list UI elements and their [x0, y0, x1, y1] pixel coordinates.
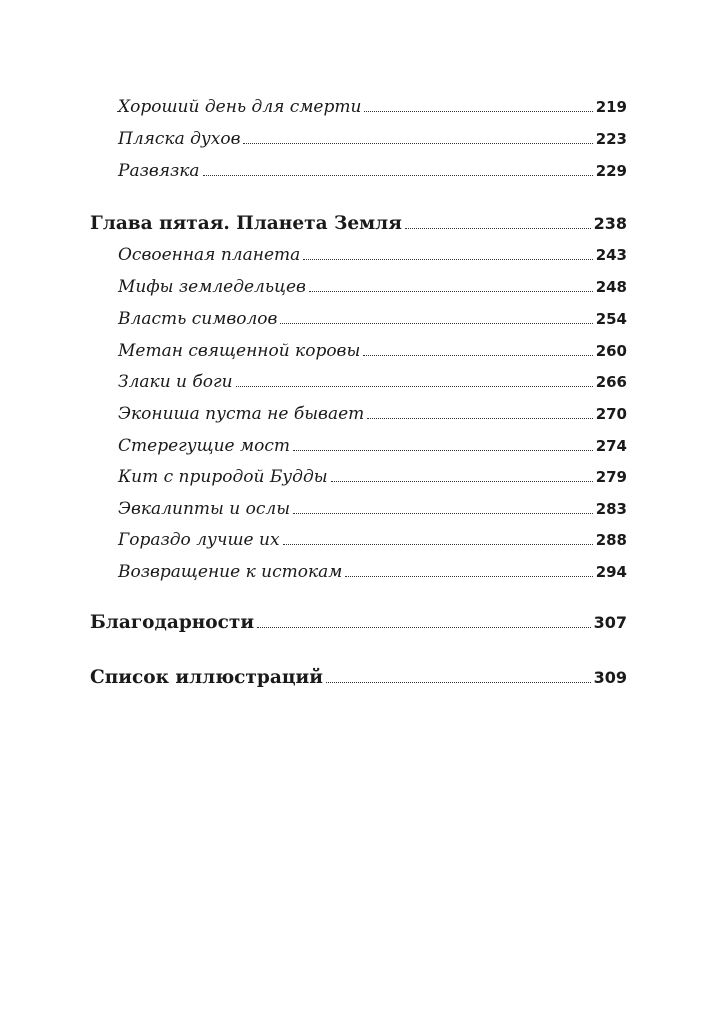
toc-chapter-title: Глава пятая. Планета Земля — [90, 213, 402, 234]
toc-entry-title: Злаки и боги — [118, 372, 233, 392]
toc-entry-page: 288 — [595, 531, 627, 549]
toc-entry[interactable] — [118, 129, 627, 149]
toc-entry-title: Мифы земледельцев — [118, 277, 306, 297]
toc-chapter-page: 309 — [593, 668, 627, 687]
toc-entry-title: Метан священной коровы — [118, 341, 361, 361]
toc-entry-page: 260 — [595, 342, 627, 360]
toc-entry-title: Возвращение к истокам — [118, 562, 343, 582]
toc-chapter-title: Список иллюстраций — [90, 667, 323, 688]
toc-entry-page: 248 — [595, 278, 627, 296]
dot-leader — [345, 575, 592, 577]
dot-leader — [283, 543, 593, 545]
toc-entry[interactable] — [118, 277, 627, 297]
toc-entry[interactable] — [118, 404, 627, 424]
dot-leader — [280, 322, 592, 324]
toc-entry-title: Пляска духов — [118, 129, 241, 149]
toc-entry-page: 274 — [595, 437, 627, 455]
dot-leader — [367, 417, 592, 419]
toc-entry-page: 219 — [595, 98, 627, 116]
dot-leader — [303, 258, 592, 260]
toc-entry[interactable] — [118, 97, 627, 117]
toc-chapter-page: 238 — [593, 214, 627, 233]
dot-leader — [236, 385, 593, 387]
toc-entry-title: Освоенная планета — [118, 245, 301, 265]
toc-entry[interactable] — [118, 161, 627, 181]
toc-entry-page: 270 — [595, 405, 627, 423]
toc-entry-page: 254 — [595, 310, 627, 328]
dot-leader — [326, 681, 591, 683]
toc-illustrations[interactable] — [90, 667, 627, 688]
toc-entry[interactable] — [118, 562, 627, 582]
toc-entry-page: 266 — [595, 373, 627, 391]
dot-leader — [293, 449, 593, 451]
toc-entry-page: 223 — [595, 130, 627, 148]
toc-entry[interactable] — [118, 341, 627, 361]
toc-entry-title: Экониша пуста не бывает — [118, 404, 365, 424]
toc-entry[interactable] — [118, 499, 627, 519]
toc-entry-title: Власть символов — [118, 309, 278, 329]
dot-leader — [243, 142, 592, 144]
toc-entry[interactable] — [118, 436, 627, 456]
toc-entry-title: Развязка — [118, 161, 200, 181]
dot-leader — [331, 480, 593, 482]
toc-entry-title: Кит с природой Будды — [118, 467, 328, 487]
dot-leader — [203, 174, 593, 176]
toc-entry-title: Гораздо лучше их — [118, 530, 280, 550]
toc-entry[interactable] — [118, 467, 627, 487]
toc-entry-page: 283 — [595, 500, 627, 518]
dot-leader — [364, 110, 592, 112]
toc-entry-page: 243 — [595, 246, 627, 264]
toc-entry[interactable] — [118, 245, 627, 265]
dot-leader — [293, 512, 593, 514]
toc-acknowledgements[interactable] — [90, 612, 627, 633]
dot-leader — [405, 227, 591, 229]
toc-entry-title: Хороший день для смерти — [118, 97, 362, 117]
dot-leader — [309, 290, 593, 292]
toc-entry-page: 294 — [595, 563, 627, 581]
toc-entry-title: Стерегущие мост — [118, 436, 290, 456]
toc-chapter-5[interactable] — [90, 213, 627, 234]
dot-leader — [257, 626, 590, 628]
dot-leader — [363, 354, 592, 356]
toc-entry[interactable] — [118, 372, 627, 392]
toc-entry-page: 229 — [595, 162, 627, 180]
toc-entry-page: 279 — [595, 468, 627, 486]
toc-entry[interactable] — [118, 309, 627, 329]
toc-chapter-title: Благодарности — [90, 612, 255, 633]
toc-entry[interactable] — [118, 530, 627, 550]
toc-chapter-page: 307 — [593, 613, 627, 632]
toc-entry-title: Эвкалипты и ослы — [118, 499, 291, 519]
